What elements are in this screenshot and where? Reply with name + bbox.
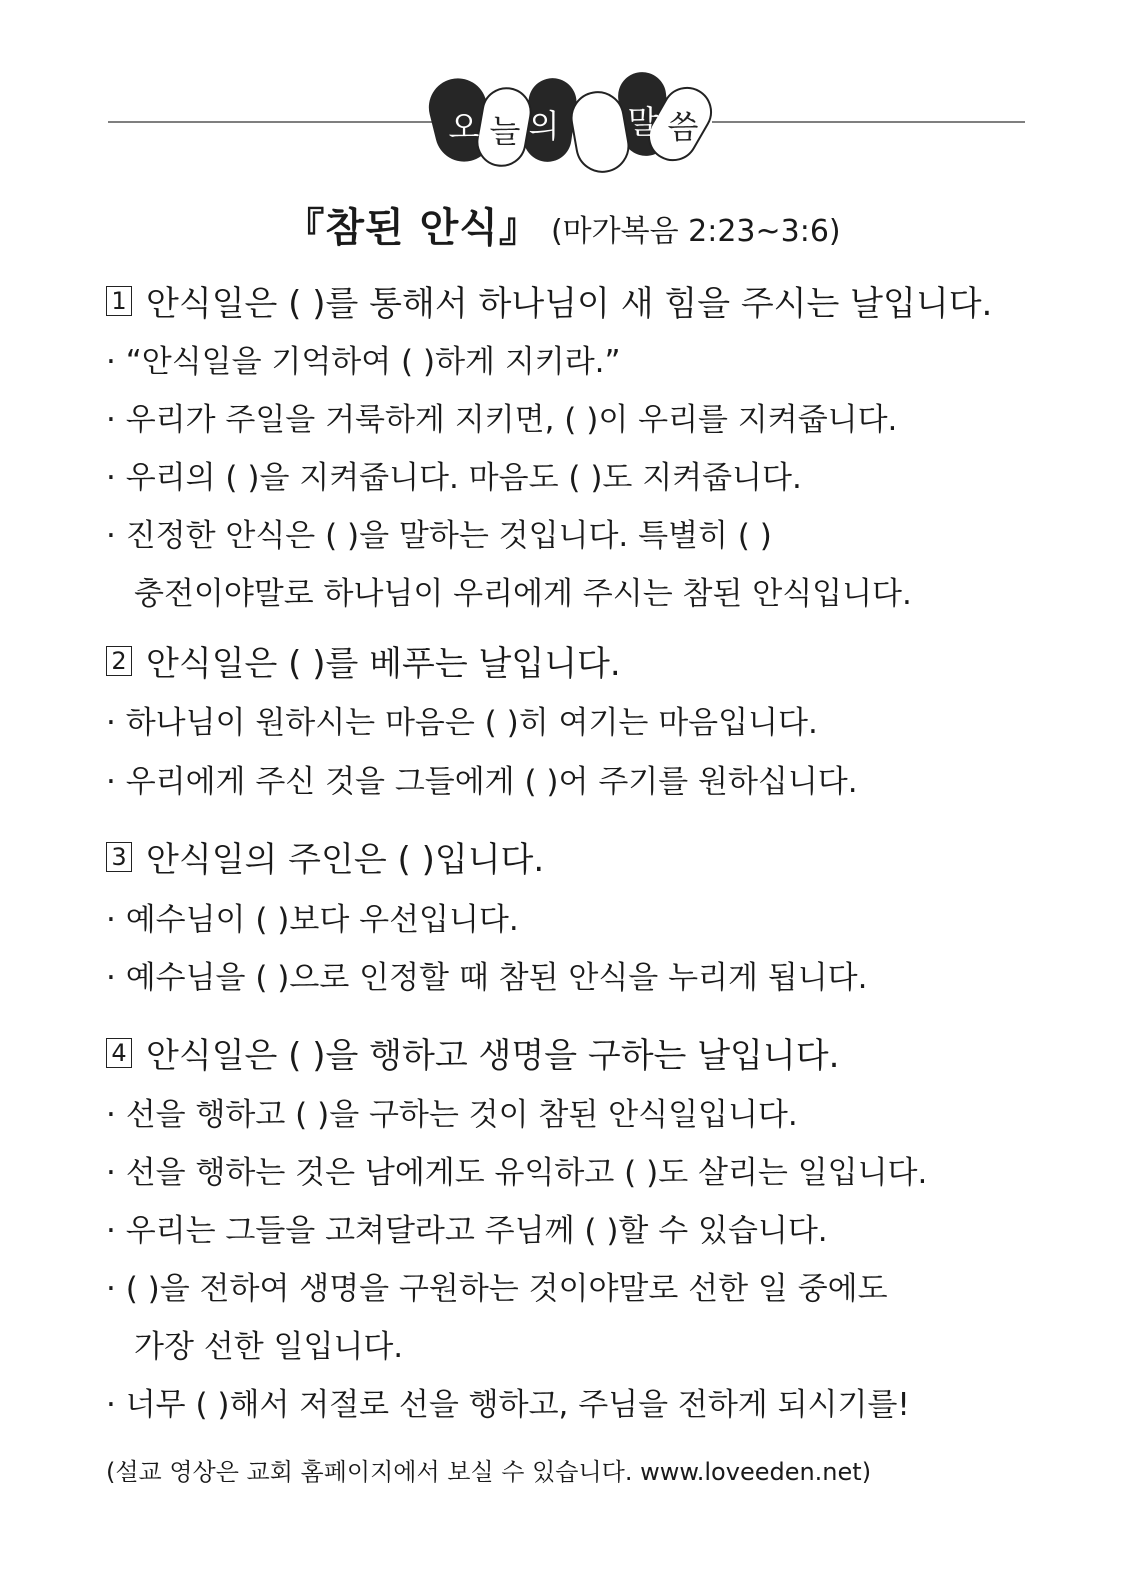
section-1-line-4: · 진정한 안식은 ( )을 말하는 것입니다. 특별히 ( ) xyxy=(106,518,772,554)
banner-char-1: 오 xyxy=(448,108,480,146)
footer-note: (설교 영상은 교회 홈페이지에서 보실 수 있습니다. www.loveeden.net) xyxy=(106,1458,872,1486)
banner-char-2: 늘 xyxy=(489,112,521,150)
section-2-heading-text: 안식일은 ( )를 베푸는 날입니다. xyxy=(146,644,621,684)
section-1-heading xyxy=(106,276,992,325)
section-4-line-4: · ( )을 전하여 생명을 구원하는 것이야말로 선한 일 중에도 xyxy=(106,1271,888,1307)
section-3-heading xyxy=(106,832,544,881)
header-banner xyxy=(0,0,1125,190)
sermon-title xyxy=(0,196,1125,253)
section-4-number: 4 xyxy=(106,1038,132,1068)
section-4-line-2: · 선을 행하는 것은 남에게도 유익하고 ( )도 살리는 일입니다. xyxy=(106,1155,928,1191)
section-3-line-1: · 예수님이 ( )보다 우선입니다. xyxy=(106,902,519,938)
section-4-line-5: 가장 선한 일입니다. xyxy=(134,1329,404,1365)
scripture-reference: (마가복음 2:23~3:6) xyxy=(550,214,841,249)
banner-char-5: 씀 xyxy=(667,108,699,146)
section-4-heading xyxy=(106,1028,839,1077)
section-4-line-3: · 우리는 그들을 고쳐달라고 주님께 ( )할 수 있습니다. xyxy=(106,1213,828,1249)
section-2-number: 2 xyxy=(106,646,132,676)
section-4-line-6: · 너무 ( )해서 저절로 선을 행하고, 주님을 전하게 되시기를! xyxy=(106,1387,910,1423)
section-2-line-1: · 하나님이 원하시는 마음은 ( )히 여기는 마음입니다. xyxy=(106,705,818,741)
section-1-line-3: · 우리의 ( )을 지켜줍니다. 마음도 ( )도 지켜줍니다. xyxy=(106,460,802,496)
section-4-heading-text: 안식일은 ( )을 행하고 생명을 구하는 날입니다. xyxy=(146,1036,840,1076)
section-3-heading-text: 안식일의 주인은 ( )입니다. xyxy=(146,840,545,880)
banner-char-4: 말 xyxy=(627,103,659,141)
section-2-line-2: · 우리에게 주신 것을 그들에게 ( )어 주기를 원하십니다. xyxy=(106,764,858,800)
banner-char-3: 의 xyxy=(528,107,560,145)
section-1-heading-text: 안식일은 ( )를 통해서 하나님이 새 힘을 주시는 날입니다. xyxy=(146,284,993,324)
section-1-line-5: 충전이야말로 하나님이 우리에게 주시는 참된 안식입니다. xyxy=(134,576,912,612)
section-1-line-1: · “안식일을 기억하여 ( )하게 지키라.” xyxy=(106,344,621,380)
section-3-number: 3 xyxy=(106,842,132,872)
title-main: 『참된 안식』 xyxy=(284,205,540,251)
section-3-line-2: · 예수님을 ( )으로 인정할 때 참된 안식을 누리게 됩니다. xyxy=(106,960,868,996)
section-1-number: 1 xyxy=(106,286,132,316)
section-4-line-1: · 선을 행하고 ( )을 구하는 것이 참된 안식일입니다. xyxy=(106,1097,798,1133)
section-2-heading xyxy=(106,636,621,685)
section-1-line-2: · 우리가 주일을 거룩하게 지키면, ( )이 우리를 지켜줍니다. xyxy=(106,402,898,438)
